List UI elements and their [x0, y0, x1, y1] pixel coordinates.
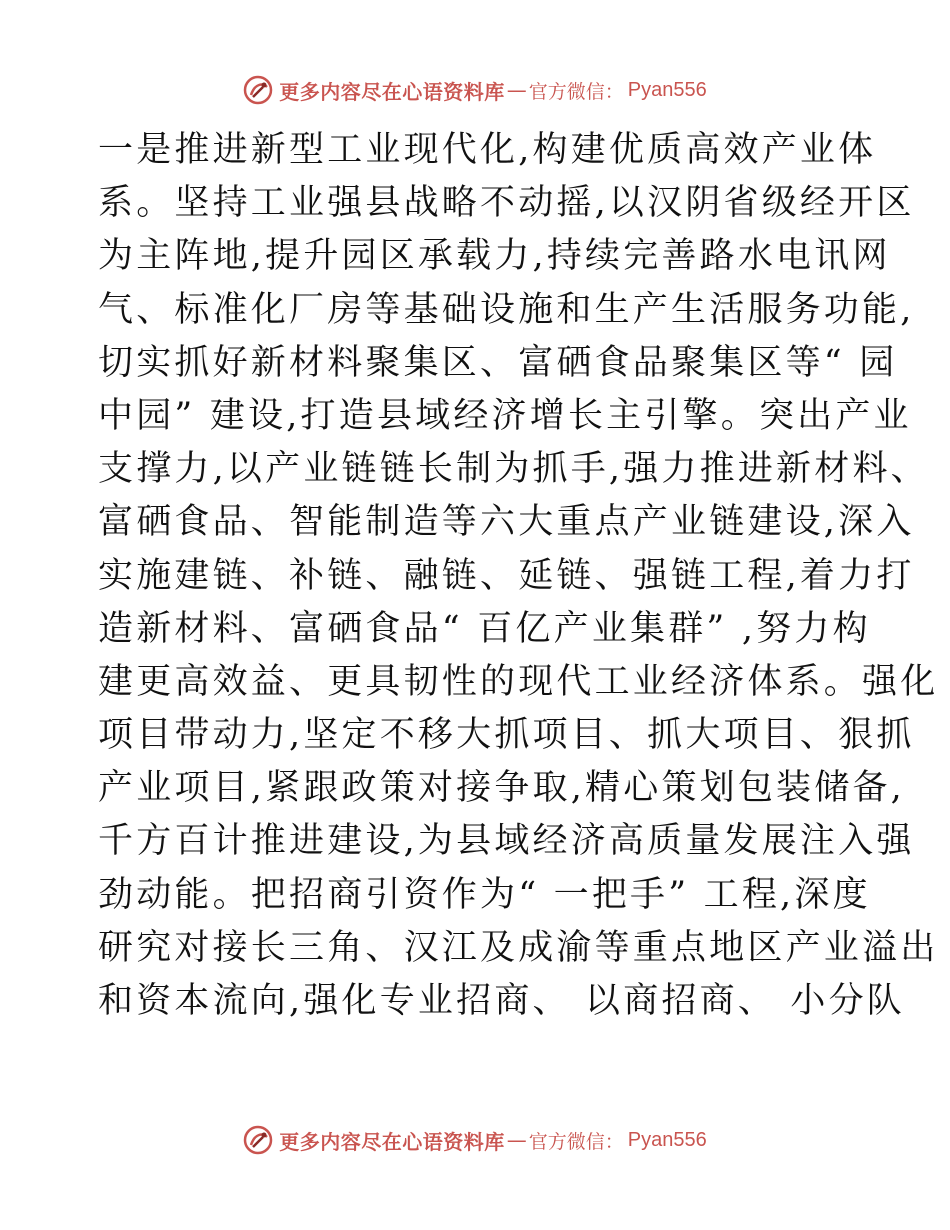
body-line: 和资本流向,强化专业招商、 以商招商、 小分队 — [98, 981, 905, 1021]
banner-wechat-id: Pyan556 — [627, 1128, 707, 1151]
body-line: 实施建链、补链、融链、延链、强链工程,着力打 — [98, 555, 915, 596]
brand-logo-icon — [243, 1125, 273, 1155]
body-line: 富硒食品、智能制造等六大重点产业链建设,深入 — [98, 502, 915, 543]
body-line: 切实抓好新材料聚集区、富硒食品聚集区等“ 园 — [98, 342, 898, 383]
body-line: 产业项目,紧跟政策对接争取,精心策划包装储备, — [98, 768, 905, 809]
banner-wechat-label: 官方微信： — [528, 1130, 624, 1153]
banner-brand-text: 更多内容尽在心语资料库 — [279, 79, 505, 104]
footer-banner — [0, 1120, 950, 1160]
body-line: 系。坚持工业强县战略不动摇,以汉阴省级经开区 — [98, 183, 915, 224]
body-line: 劲动能。把招商引资作为“ 一把手” 工程,深度 — [98, 874, 871, 915]
document-body — [98, 124, 939, 1028]
banner-wechat-id: Pyan556 — [627, 78, 707, 101]
banner-brand-text: 更多内容尽在心语资料库 — [279, 1129, 505, 1154]
banner-dash: — — [506, 1128, 527, 1152]
body-line: 中园” 建设,打造县域经济增长主引擎。突出产业 — [98, 395, 912, 436]
body-line: 为主阵地,提升园区承载力,持续完善路水电讯网 — [98, 236, 891, 277]
header-banner — [0, 70, 950, 110]
brand-logo-icon — [243, 75, 273, 105]
banner-wechat-label: 官方微信： — [528, 80, 624, 103]
body-line: 千方百计推进建设,为县域经济高质量发展注入强 — [98, 821, 915, 862]
body-line: 项目带动力,坚定不移大抓项目、抓大项目、狠抓 — [98, 715, 915, 756]
banner-dash: — — [506, 78, 527, 102]
body-line: 支撑力,以产业链链长制为抓手,强力推进新材料、 — [98, 449, 929, 490]
body-line: 研究对接长三角、汉江及成渝等重点地区产业溢出 — [98, 927, 939, 968]
body-line: 建更高效益、更具韧性的现代工业经济体系。强化 — [98, 661, 939, 702]
body-line: 一是推进新型工业现代化,构建优质高效产业体 — [98, 130, 877, 170]
body-line: 造新材料、富硒食品“ 百亿产业集群” ,努力构 — [98, 608, 871, 649]
body-line: 气、标准化厂房等基础设施和生产生活服务功能, — [98, 289, 915, 330]
